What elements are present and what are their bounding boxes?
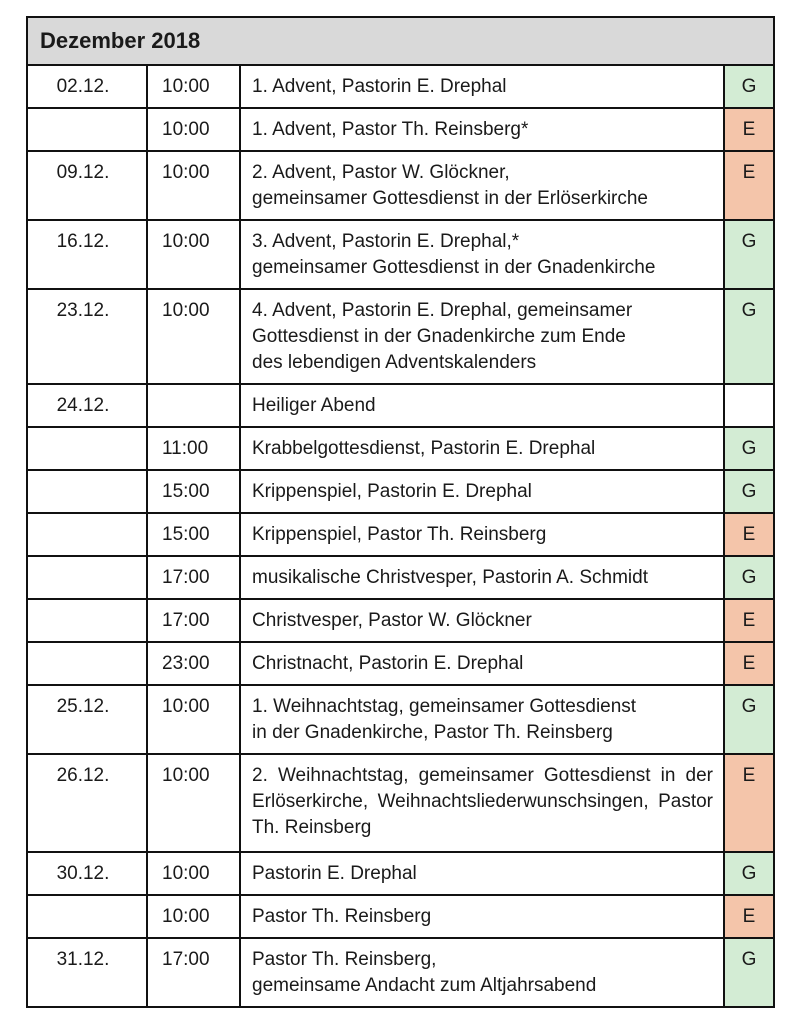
description-line: 4. Advent, Pastorin E. Drephal, gemeinsamer <box>252 300 633 321</box>
table-row <box>27 642 774 685</box>
table-row <box>27 427 774 470</box>
description-line: Pastor Th. Reinsberg <box>252 906 432 927</box>
table-row <box>27 151 774 220</box>
church-code-badge: E <box>724 513 774 556</box>
time-cell: 10:00 <box>147 754 240 852</box>
table-row <box>27 289 774 384</box>
time-cell: 10:00 <box>147 895 240 938</box>
church-code-badge: G <box>724 427 774 470</box>
date-cell: 24.12. <box>27 384 147 427</box>
date-cell <box>27 427 147 470</box>
time-cell: 10:00 <box>147 220 240 289</box>
table-row <box>27 108 774 151</box>
header-row <box>27 17 774 65</box>
description-cell <box>240 513 724 556</box>
date-cell <box>27 599 147 642</box>
date-cell <box>27 470 147 513</box>
description-line: gemeinsamer Gottesdienst in der Gnadenkirche <box>252 257 656 278</box>
description-line: Christnacht, Pastorin E. Drephal <box>252 653 524 674</box>
description-line: Heiliger Abend <box>252 395 376 416</box>
table-row <box>27 599 774 642</box>
schedule-sheet <box>26 16 773 1008</box>
time-cell: 11:00 <box>147 427 240 470</box>
time-cell: 15:00 <box>147 470 240 513</box>
time-cell: 10:00 <box>147 852 240 895</box>
description-cell <box>240 556 724 599</box>
description-cell <box>240 151 724 220</box>
date-cell <box>27 895 147 938</box>
description-line: Krippenspiel, Pastorin E. Drephal <box>252 481 532 502</box>
church-code-badge: G <box>724 220 774 289</box>
description-cell <box>240 470 724 513</box>
table-row <box>27 384 774 427</box>
time-cell: 15:00 <box>147 513 240 556</box>
table-row <box>27 895 774 938</box>
description-cell <box>240 65 724 108</box>
description-line: Christvesper, Pastor W. Glöckner <box>252 610 532 631</box>
date-cell: 02.12. <box>27 65 147 108</box>
time-cell: 17:00 <box>147 938 240 1007</box>
church-code-badge: G <box>724 65 774 108</box>
table-row <box>27 852 774 895</box>
description-line: in der Gnadenkirche, Pastor Th. Reinsberg <box>252 722 613 743</box>
description-cell <box>240 852 724 895</box>
church-code-badge <box>724 384 774 427</box>
church-code-badge: G <box>724 852 774 895</box>
church-code-badge: E <box>724 754 774 852</box>
description-line: 3. Advent, Pastorin E. Drephal,* <box>252 231 520 252</box>
time-cell: 17:00 <box>147 556 240 599</box>
description-line: Krabbelgottesdienst, Pastorin E. Drephal <box>252 438 596 459</box>
church-code-badge: E <box>724 642 774 685</box>
date-cell: 31.12. <box>27 938 147 1007</box>
table-row <box>27 685 774 754</box>
time-cell: 10:00 <box>147 65 240 108</box>
table-row <box>27 513 774 556</box>
description-cell <box>240 108 724 151</box>
description-line: Pastorin E. Drephal <box>252 863 417 884</box>
description-cell <box>240 599 724 642</box>
time-cell: 10:00 <box>147 151 240 220</box>
description-line: musikalische Christvesper, Pastorin A. Schmidt <box>252 567 648 588</box>
date-cell: 26.12. <box>27 754 147 852</box>
description-cell <box>240 384 724 427</box>
time-cell: 10:00 <box>147 108 240 151</box>
date-cell: 16.12. <box>27 220 147 289</box>
church-code-badge: E <box>724 151 774 220</box>
time-cell: 10:00 <box>147 289 240 384</box>
description-cell <box>240 685 724 754</box>
schedule-body <box>27 65 774 1007</box>
table-row <box>27 556 774 599</box>
date-cell: 09.12. <box>27 151 147 220</box>
time-cell: 17:00 <box>147 599 240 642</box>
month-title: Dezember 2018 <box>27 17 774 65</box>
description-cell <box>240 642 724 685</box>
description-line: Krippenspiel, Pastor Th. Reinsberg <box>252 524 547 545</box>
description-line: 1. Advent, Pastorin E. Drephal <box>252 76 507 97</box>
date-cell: 23.12. <box>27 289 147 384</box>
table-row <box>27 470 774 513</box>
table-row <box>27 938 774 1007</box>
church-code-badge: E <box>724 895 774 938</box>
description-line: gemeinsamer Gottesdienst in der Erlöserkirche <box>252 188 649 209</box>
description-line: 1. Advent, Pastor Th. Reinsberg* <box>252 119 529 140</box>
date-cell: 30.12. <box>27 852 147 895</box>
description-cell <box>240 289 724 384</box>
description-cell <box>240 938 724 1007</box>
church-code-badge: G <box>724 289 774 384</box>
table-row <box>27 220 774 289</box>
church-code-badge: G <box>724 556 774 599</box>
description-cell <box>240 427 724 470</box>
church-code-badge: E <box>724 599 774 642</box>
date-cell <box>27 108 147 151</box>
date-cell: 25.12. <box>27 685 147 754</box>
table-row <box>27 754 774 852</box>
time-cell: 23:00 <box>147 642 240 685</box>
church-code-badge: G <box>724 685 774 754</box>
time-cell <box>147 384 240 427</box>
description-line: 1. Weihnachtstag, gemeinsamer Gottesdienst <box>252 696 637 717</box>
church-code-badge: G <box>724 938 774 1007</box>
description-cell <box>240 895 724 938</box>
date-cell <box>27 556 147 599</box>
description-line: Gottesdienst in der Gnadenkirche zum Ende <box>252 326 626 347</box>
description-line: 2. Advent, Pastor W. Glöckner, <box>252 162 510 183</box>
date-cell <box>27 513 147 556</box>
description-line: gemeinsame Andacht zum Altjahrsabend <box>252 975 597 996</box>
description-cell <box>240 220 724 289</box>
description-line: 2. Weihnachtstag, gemeinsamer Gottesdienst in der Erlöserkirche, Weihnachtsliederwunschsingen, Pastor Th. Reinsberg <box>252 765 713 838</box>
description-line: des lebendigen Adventskalenders <box>252 352 537 373</box>
table-row <box>27 65 774 108</box>
church-code-badge: G <box>724 470 774 513</box>
church-code-badge: E <box>724 108 774 151</box>
description-cell <box>240 754 724 852</box>
date-cell <box>27 642 147 685</box>
schedule-table <box>26 16 775 1008</box>
description-line: Pastor Th. Reinsberg, <box>252 949 437 970</box>
time-cell: 10:00 <box>147 685 240 754</box>
